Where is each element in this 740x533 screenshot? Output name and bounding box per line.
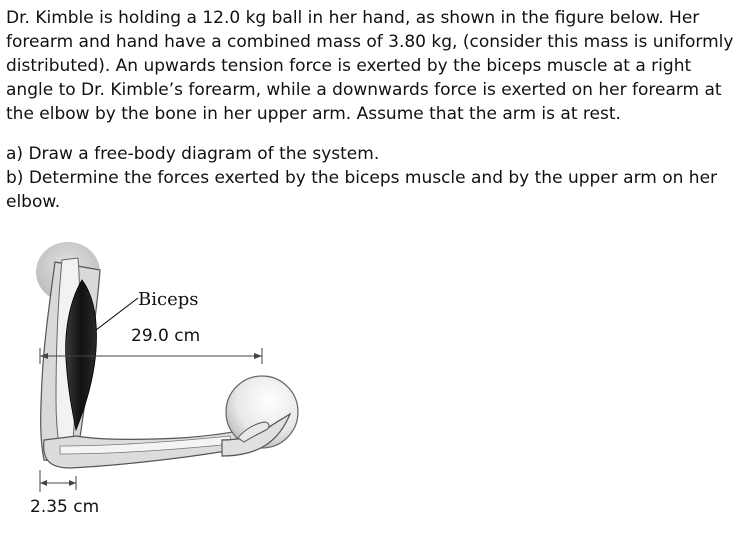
question-part-b: b) Determine the forces exerted by the biceps muscle and by the upper arm on her elbow. — [6, 168, 718, 212]
problem-statement: Dr. Kimble is holding a 12.0 kg ball in her hand, as shown in the figure below. Her forearm and hand have a combined mass of 3.80 kg, (consider this mass is uniformly distributed). An upwards tension force is exerted by the biceps muscle at a right angle to Dr. Kimble’s forearm, while a downwards force is exerted on her forearm at the elbow by the bone in her upper arm. Assume that the arm is at rest. — [6, 8, 734, 124]
question-part-a: a) Draw a free-body diagram of the system. — [6, 144, 380, 164]
ball-distance-label: 29.0 cm — [131, 326, 201, 346]
arm-figure — [0, 228, 320, 533]
biceps-distance-label: 2.35 cm — [30, 497, 100, 517]
biceps-distance-arrow-left — [40, 480, 47, 486]
biceps-distance-arrow-right — [69, 480, 76, 486]
problem-questions — [6, 142, 734, 214]
ball-distance-arrow-right — [254, 353, 262, 359]
biceps-label: Biceps — [138, 289, 199, 310]
